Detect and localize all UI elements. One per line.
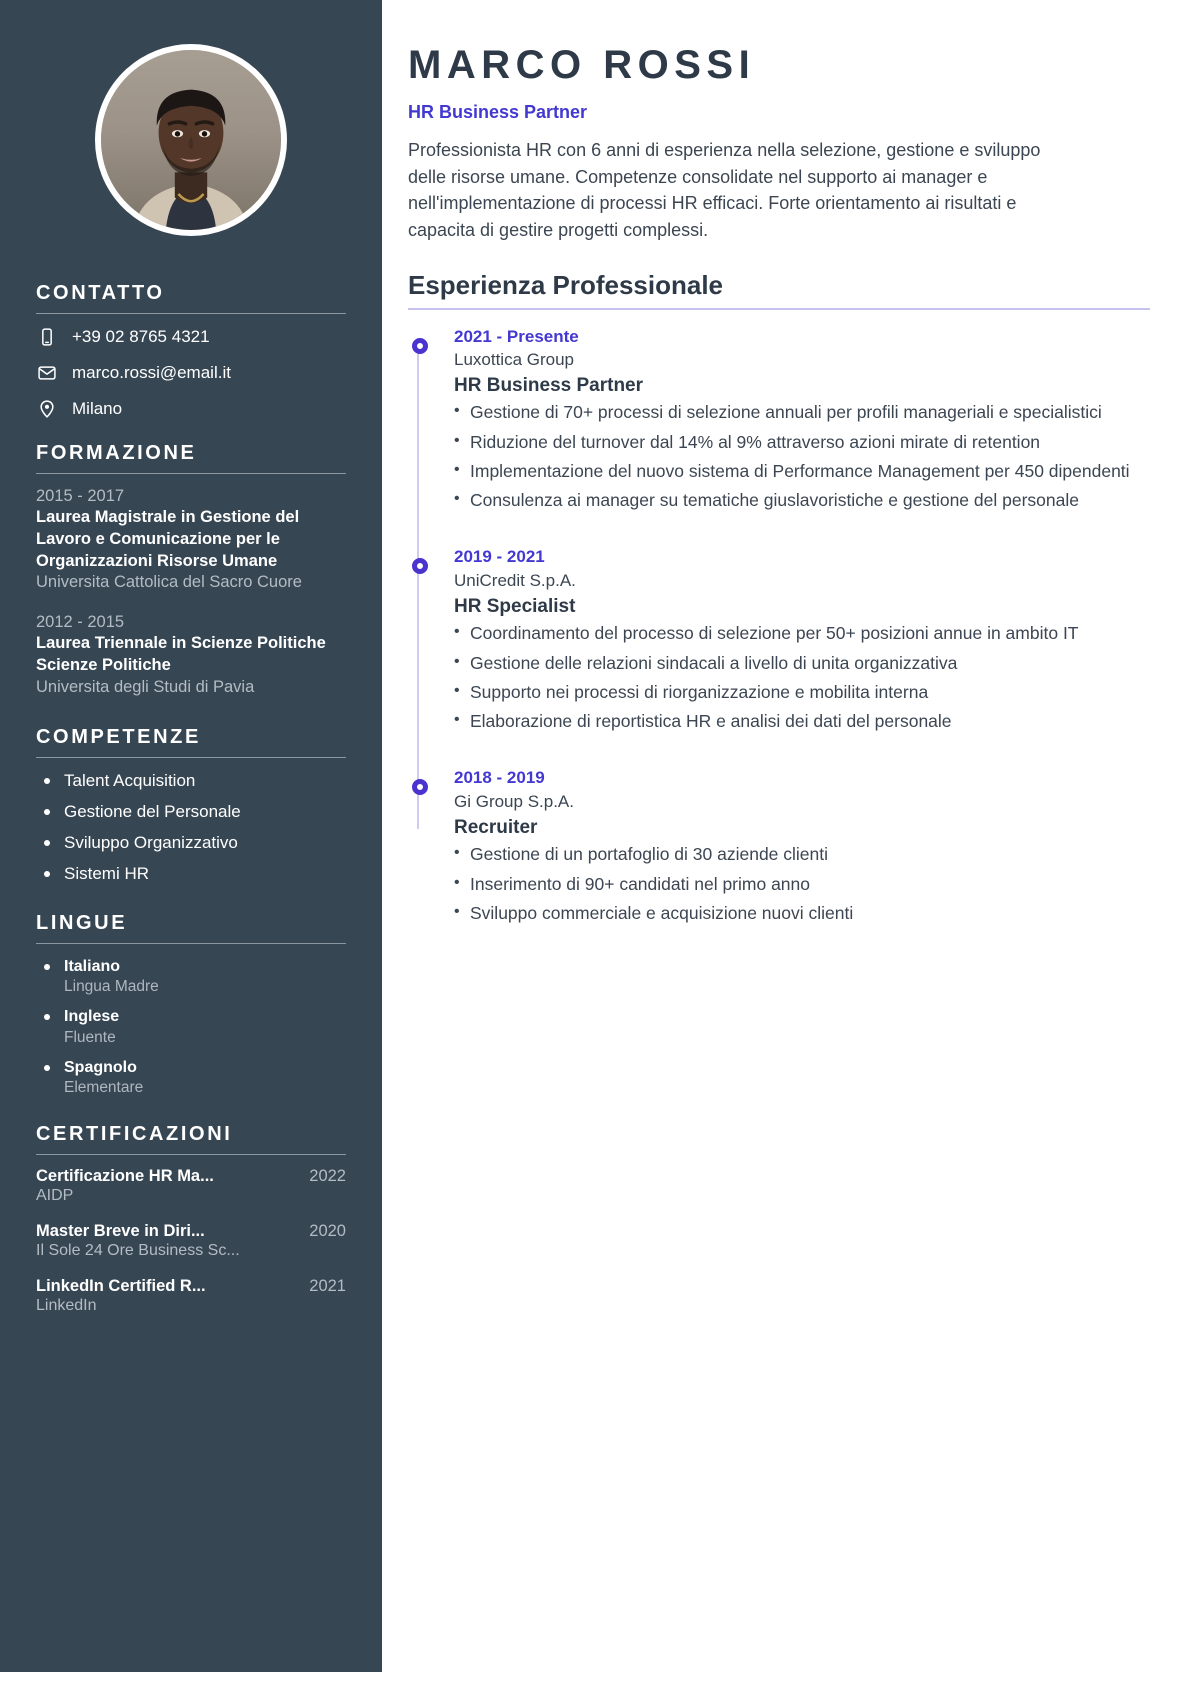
main-content (382, 0, 1190, 1684)
avatar-illustration (101, 50, 281, 230)
experience-company: Luxottica Group (454, 350, 575, 370)
profile-photo-wrap (36, 44, 346, 236)
certification-item (36, 1167, 346, 1205)
section-divider (36, 1154, 346, 1155)
experience-bullets (454, 843, 1150, 925)
list-item: Sistemi HR (36, 863, 346, 885)
experience-bullets (454, 622, 1150, 733)
list-item: • Sviluppo commerciale e acquisizione nuovi clienti (454, 902, 1150, 925)
contact-phone-row[interactable] (36, 326, 346, 348)
contact-section (36, 282, 346, 420)
certification-issuer: LinkedIn (36, 1297, 97, 1315)
skills-section-title: COMPETENZE (36, 726, 201, 749)
list-item (36, 1006, 346, 1049)
contact-location-value: Milano (72, 399, 123, 418)
certification-item (36, 1222, 346, 1260)
education-school: Universita Cattolica del Sacro Cuore (36, 573, 302, 592)
list-item: Gestione del Personale (36, 801, 346, 823)
certification-name: Certificazione HR Ma... (36, 1167, 214, 1186)
certification-header (36, 1167, 346, 1186)
language-name: Spagnolo (64, 1058, 137, 1076)
certifications-section-title: CERTIFICAZIONI (36, 1123, 233, 1146)
certification-year: 2020 (309, 1222, 346, 1241)
experience-date: 2018 - 2019 (454, 768, 545, 788)
contact-section-title: CONTATTO (36, 282, 165, 304)
education-date: 2012 - 2015 (36, 612, 125, 631)
experience-date: 2021 - Presente (454, 326, 579, 346)
avatar (95, 44, 287, 236)
education-degree: Laurea Magistrale in Gestione del Lavoro e Comunicazione per le Organizzazioni Risorse Umane (36, 508, 300, 570)
education-item (36, 486, 346, 594)
education-section (36, 442, 346, 698)
contact-email-row[interactable] (36, 362, 346, 384)
experience-item (454, 326, 1150, 513)
certification-name: LinkedIn Certified R... (36, 1277, 206, 1296)
certifications-section (36, 1123, 346, 1315)
experience-item (454, 546, 1150, 733)
experience-title: HR Business Partner (454, 374, 644, 396)
language-level: Fluente (64, 1028, 116, 1046)
experience-item (454, 767, 1150, 925)
education-item (36, 612, 346, 698)
language-name: Italiano (64, 957, 121, 975)
job-role-subtitle: HR Business Partner (408, 102, 588, 122)
envelope-icon (36, 362, 58, 384)
education-degree: Laurea Triennale in Scienze Politiche Scienze Politiche (36, 634, 326, 674)
experience-title: Recruiter (454, 816, 538, 838)
location-pin-icon (36, 398, 58, 420)
list-item: Talent Acquisition (36, 770, 346, 792)
section-divider (36, 757, 346, 758)
sidebar (0, 0, 382, 1672)
education-school: Universita degli Studi di Pavia (36, 677, 255, 696)
list-item: • Elaborazione di reportistica HR e analisi dei dati del personale (454, 710, 1150, 733)
list-item: Sviluppo Organizzativo (36, 832, 346, 854)
language-level: Lingua Madre (64, 978, 159, 996)
experience-company: Gi Group S.p.A. (454, 792, 574, 812)
list-item: • Coordinamento del processo di selezione per 50+ posizioni annue in ambito IT (454, 622, 1150, 645)
list-item: • Riduzione del turnover dal 14% al 9% attraverso azioni mirate di retention (454, 431, 1150, 454)
certification-header (36, 1277, 346, 1296)
list-item: • Gestione di un portafoglio di 30 aziende clienti (454, 843, 1150, 866)
experience-company: UniCredit S.p.A. (454, 571, 576, 591)
list-item (36, 1057, 346, 1100)
list-item: • Supporto nei processi di riorganizzazione e mobilita interna (454, 681, 1150, 704)
section-divider (36, 473, 346, 474)
certification-item (36, 1277, 346, 1315)
experience-date: 2019 - 2021 (454, 547, 545, 567)
page-title: MARCO ROSSI (408, 43, 756, 87)
professional-summary: Professionista HR con 6 anni di esperienza nella selezione, gestione e sviluppo delle risorse umane. Competenze consolidate nel supporto ai manager e nell'implementazione di processi HR efficaci. Forte orientamento ai risultati e capacita di gestire progetti complessi. (408, 140, 1041, 240)
skills-section (36, 726, 346, 885)
experience-timeline (408, 326, 1150, 926)
languages-list (36, 956, 346, 1100)
education-date: 2015 - 2017 (36, 487, 125, 505)
certification-year: 2022 (309, 1167, 346, 1186)
list-item: • Implementazione del nuovo sistema di Performance Management per 450 dipendenti (454, 460, 1150, 483)
timeline-marker-icon (412, 338, 428, 354)
language-name: Inglese (64, 1008, 120, 1026)
contact-email-value: marco.rossi@email.it (72, 363, 231, 382)
certification-issuer: Il Sole 24 Ore Business Sc... (36, 1242, 240, 1260)
skills-list (36, 770, 346, 885)
list-item (36, 956, 346, 999)
languages-section-title: LINGUE (36, 911, 128, 934)
certification-year: 2021 (309, 1277, 346, 1296)
list-item: • Gestione delle relazioni sindacali a livello di unita organizzativa (454, 652, 1150, 675)
list-item: • Consulenza ai manager su tematiche giuslavoristiche e gestione del personale (454, 489, 1150, 512)
languages-section (36, 912, 346, 1100)
language-level: Elementare (64, 1079, 144, 1097)
list-item: • Gestione di 70+ processi di selezione annuali per profili manageriali e specialistici (454, 401, 1150, 424)
contact-location-row[interactable] (36, 398, 346, 420)
experience-bullets (454, 401, 1150, 512)
education-section-title: FORMAZIONE (36, 442, 197, 464)
certification-issuer: AIDP (36, 1187, 74, 1205)
timeline-marker-icon (412, 779, 428, 795)
list-item: • Inserimento di 90+ candidati nel primo anno (454, 873, 1150, 896)
experience-section-title: Esperienza Professionale (408, 269, 724, 300)
section-divider (408, 308, 1150, 310)
certification-header (36, 1222, 346, 1241)
certification-name: Master Breve in Diri... (36, 1222, 205, 1241)
phone-icon (36, 326, 58, 348)
section-divider (36, 313, 346, 314)
experience-title: HR Specialist (454, 595, 576, 617)
contact-phone-value: +39 02 8765 4321 (72, 327, 210, 346)
section-divider (36, 943, 346, 944)
timeline-marker-icon (412, 558, 428, 574)
